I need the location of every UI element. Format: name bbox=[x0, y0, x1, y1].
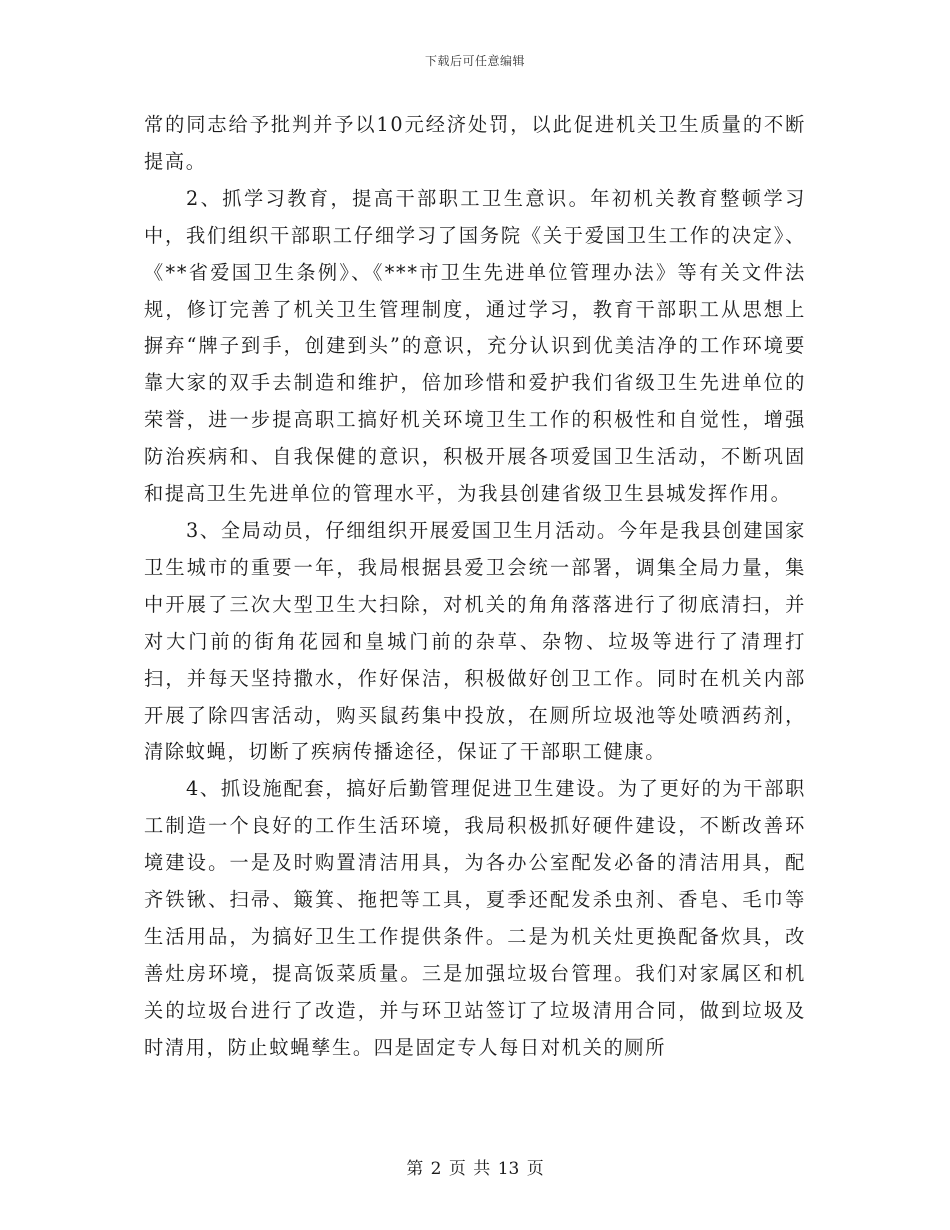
paragraph-study-education: 2、抓学习教育，提高干部职工卫生意识。年初机关教育整顿学习中，我们组织干部职工仔细学习了国务院《关于爱国卫生工作的决定》、《**省爱国卫生条例》、《***市卫生先进单位管理办法》等有关文件法规，修订完善了机关卫生管理制度，通过学习，教育干部职工从思想上摒弃“牌子到手，创建到头”的意识，充分认识到优美洁净的工作环境要靠大家的双手去制造和维护，倍加珍惜和爱护我们省级卫生先进单位的荣誉，进一步提高职工搞好机关环境卫生工作的积极性和自觉性，增强防治疾病和、自我保健的意识，积极开展各项爱国卫生活动，不断巩固和提高卫生先进单位的管理水平，为我县创建省级卫生县城发挥作用。 bbox=[144, 186, 806, 506]
document-body bbox=[144, 107, 806, 1067]
paragraph-facilities: 4、抓设施配套，搞好后勤管理促进卫生建设。为了更好的为干部职工制造一个良好的工作生活环境，我局积极抓好硬件建设，不断改善环境建设。一是及时购置清洁用具，为各办公室配发必备的清洁用具，配齐铁锹、扫帚、簸箕、拖把等工具，夏季还配发杀虫剂、香皂、毛巾等生活用品，为搞好卫生工作提供条件。二是为机关灶更换配备炊具，改善灶房环境，提高饭菜质量。三是加强垃圾台管理。我们对家属区和机关的垃圾台进行了改造，并与环卫站签订了垃圾清用合同，做到垃圾及时清用，防止蚊蝇孳生。四是固定专人每日对机关的厕所 bbox=[144, 777, 806, 1059]
paragraph-health-month: 3、全局动员，仔细组织开展爱国卫生月活动。今年是我县创建国家卫生城市的重要一年，我局根据县爱卫会统一部署，调集全局力量，集中开展了三次大型卫生大扫除，对机关的角角落落进行了彻底清扫，并对大门前的街角花园和皇城门前的杂草、杂物、垃圾等进行了清理打扫，并每天坚持撒水，作好保洁，积极做好创卫工作。同时在机关内部开展了除四害活动，购买鼠药集中投放，在厕所垃圾池等处喷洒药剂，清除蚊蝇，切断了疾病传播途径，保证了干部职工健康。 bbox=[144, 518, 806, 764]
paragraph-continuation: 常的同志给予批判并予以10元经济处罚，以此促进机关卫生质量的不断提高。 bbox=[144, 113, 806, 173]
page-number-footer: 第 2 页 共 13 页 bbox=[406, 1159, 544, 1179]
page-header-note: 下载后可任意编辑 bbox=[424, 54, 525, 68]
